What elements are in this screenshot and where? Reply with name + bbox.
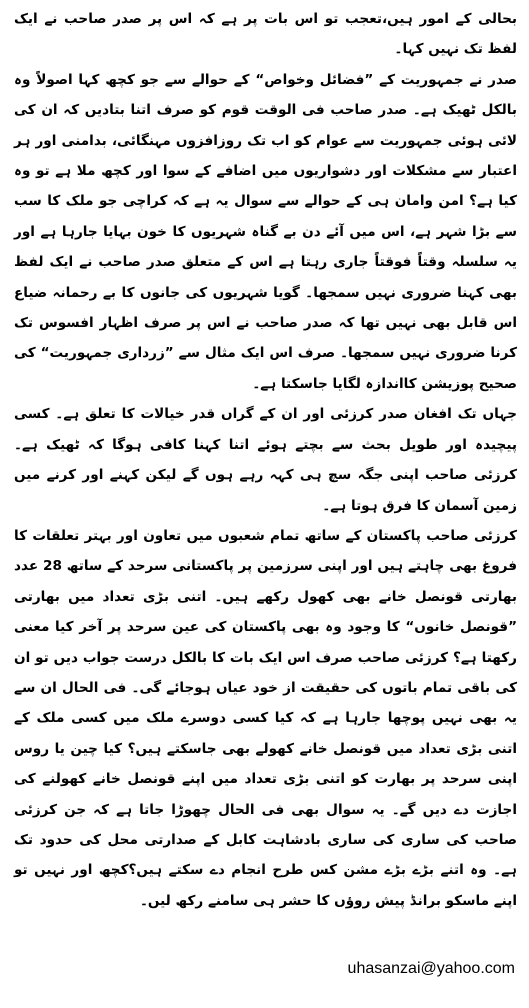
paragraph-1: بحالی کے امور ہیں،تعجب تو اس بات پر ہے کہ اس پر صدر صاحب نے ایک لفظ تک نہیں کہا۔	[14, 11, 517, 58]
paragraph-4: کرزئی صاحب پاکستان کے ساتھ تمام شعبوں میں تعاون اور بہتر تعلقات کا فروغ بھی چاہتے ہیں اور اپنی سرزمین پر پاکستانی سرحد کے ساتھ 28 عدد بھارتی قونصل خانے بھی کھول رکھے ہیں۔ اتنی بڑی تعداد میں بھارتی ”قونصل خانوں“ کا وجود وہ بھی پاکستان کی عین سرحد پر آخر کیا معنی رکھتا ہے؟ کرزئی صاحب صرف اس ایک بات کا بالکل درست جواب دیں تو ان کی باقی تمام باتوں کی حقیقت از خود عیاں ہوجائے گی۔ فی الحال ان سے یہ بھی نہیں پوچھا جارہا ہے کہ کیا کسی دوسرے ملک میں کسی ملک کے اتنی بڑی تعداد میں قونصل خانے کھولے بھی جاسکتے ہیں؟ کیا چین یا روس اپنی سرحد پر بھارت کو اتنی بڑی تعداد میں اپنے قونصل خانے کھولنے کی اجازت دے دیں گے۔ یہ سوال بھی فی الحال چھوڑا جاتا ہے کہ جن کرزئی صاحب کی ساری کی ساری بادشاہت کابل کے صدارتی محل کی حدود تک ہے۔ وہ اتنے بڑے بڑے مشن کس طرح انجام دے سکتے ہیں؟کچھ اور نہیں تو اپنے ماسکو برانڈ پیش روؤں کا حشر ہی سامنے رکھ لیں۔	[14, 527, 517, 909]
author-email: uhasanzai@yahoo.com	[347, 960, 515, 977]
paragraph-2: صدر نے جمہوریت کے ”فضائل وخواص“ کے حوالے سے جو کچھ کہا اصولاً وہ بالکل ٹھیک ہے۔ صدر صاحب فی الوقت قوم کو صرف اتنا بتادیں کہ ان کی لائی ہوئی جمہوریت سے عوام کو اب تک روزافزوں مہنگائی، بدامنی اور ہر اعتبار سے مشکلات اور دشواریوں میں اضافے کے سوا اور کچھ ملا ہے تو وہ کیا ہے؟ امن وامان ہی کے حوالے سے سوال یہ ہے کہ کراچی جو ملک کا سب سے بڑا شہر ہے، اس میں آئے دن بے گناہ شہریوں کا خون بہایا جارہا ہے اور یہ سلسلہ وقتاً فوقتاً جاری رہتا ہے اس کے متعلق صدر صاحب نے ایک لفظ بھی کہنا ضروری نہیں سمجھا۔ گویا شہریوں کی جانوں کا بے رحمانہ ضیاع اس قابل بھی نہیں تھا کہ صدر صاحب نے اس پر صرف اظہار افسوس تک کرنا ضروری نہیں سمجھا۔ صرف اس ایک مثال سے ”زرداری جمہوریت“ کی صحیح پوزیشن کااندازہ لگایا جاسکتا ہے۔	[14, 71, 517, 392]
paragraph-3: جہاں تک افغان صدر کرزئی اور ان کے گراں قدر خیالات کا تعلق ہے۔ کسی پیچیدہ اور طویل بحث سے بچتے ہوئے اتنا کہنا کافی ہوگا کہ ٹھیک ہے۔ کرزئی صاحب اپنی جگہ سچ ہی کہہ رہے ہوں گے لیکن کہنے اور کرنے میں زمین آسمان کا فرق ہوتا ہے۔	[14, 406, 517, 514]
